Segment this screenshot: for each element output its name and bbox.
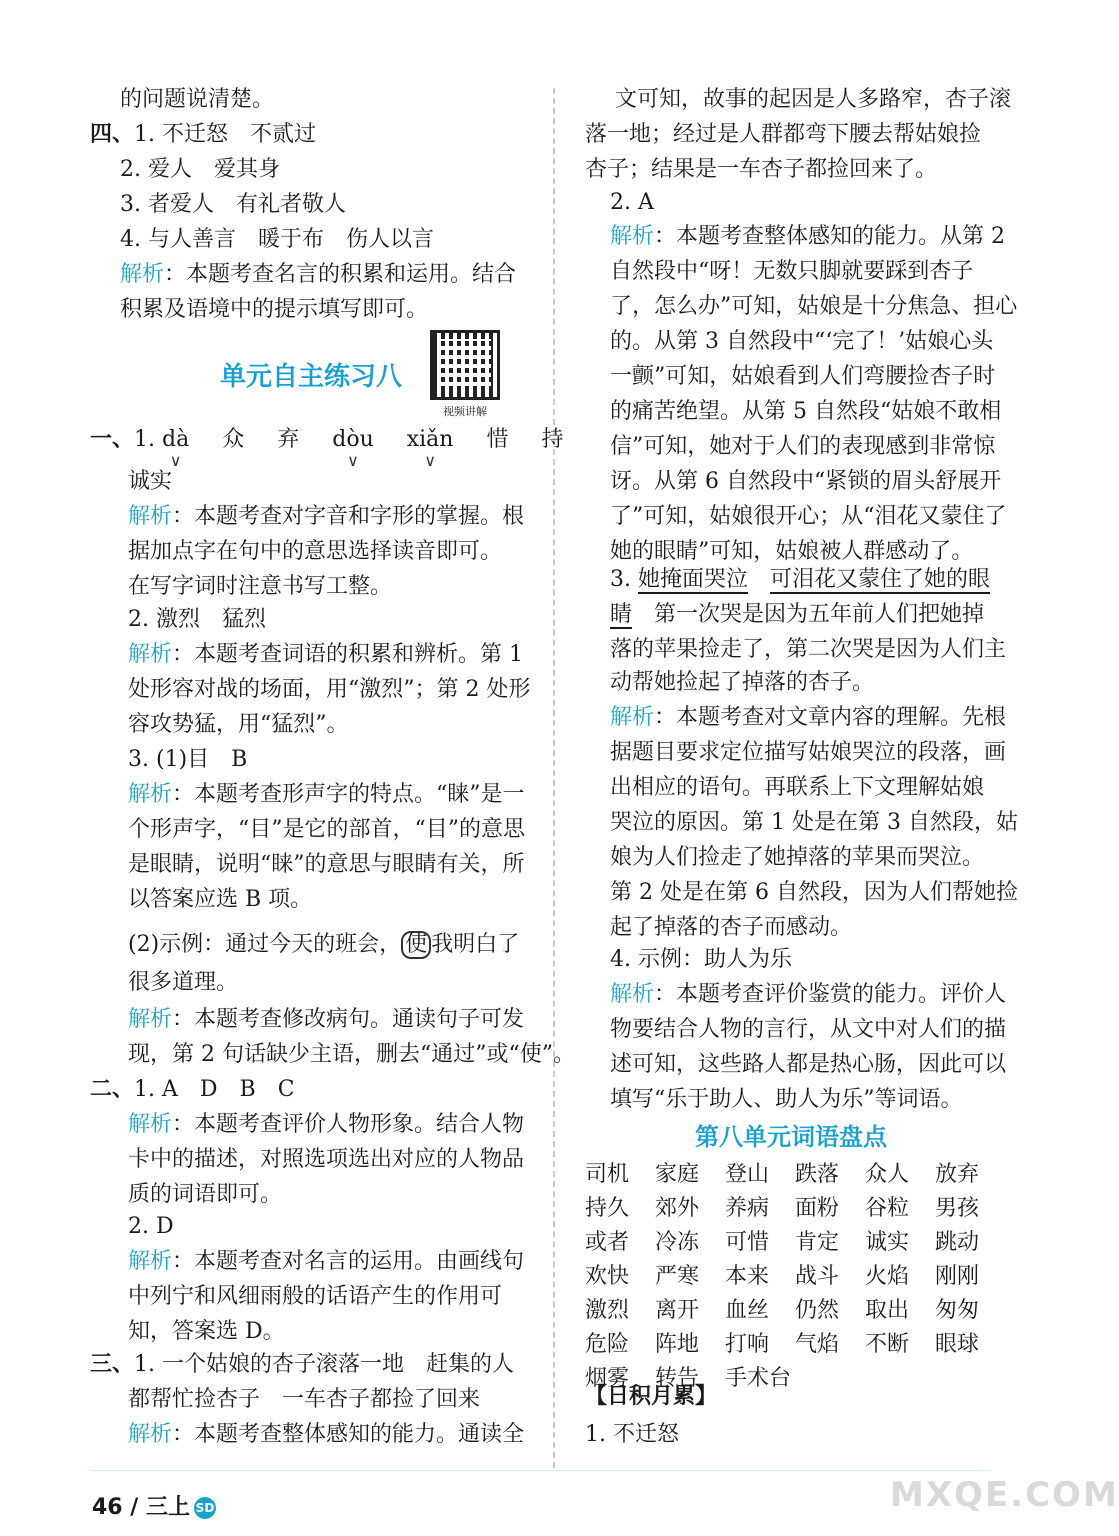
answer-line: 很多道理。 bbox=[128, 970, 239, 995]
answer-line: 1. 不迁怒 bbox=[585, 1422, 679, 1447]
text-line: 杏子；结果是一车杏子都捡回来了。 bbox=[585, 157, 938, 182]
pinyin-item: xiǎn ∨ bbox=[406, 427, 454, 470]
word-item: 转告 bbox=[655, 1366, 700, 1391]
qr-label: 视频讲解 bbox=[443, 405, 487, 418]
analysis-line: 处形容对战的场面，用“激烈”；第 2 处形 bbox=[128, 677, 531, 702]
analysis-line: 质的词语即可。 bbox=[128, 1182, 283, 1207]
analysis-line: 容攻势猛，用“猛烈”。 bbox=[128, 712, 349, 737]
answer-line: 3. (1)目 B bbox=[128, 747, 248, 772]
analysis-line: 了”可知，姑娘很开心；从“泪花又蒙住了 bbox=[610, 504, 1007, 529]
word-item: 诚实 bbox=[865, 1230, 910, 1255]
analysis-line: 解析：本题考查评价鉴赏的能力。评价人 bbox=[610, 982, 1007, 1007]
word-item: 或者 bbox=[585, 1230, 630, 1255]
analysis-line: 解析：本题考查名言的积累和运用。结合 bbox=[120, 262, 517, 287]
word-item: 火焰 bbox=[865, 1264, 910, 1289]
word-item: 谷粒 bbox=[865, 1196, 910, 1221]
qr-code-icon[interactable] bbox=[430, 330, 500, 400]
analysis-line: 解析：本题考查词语的积累和辨析。第 1 bbox=[128, 642, 524, 667]
analysis-line: 积累及语境中的提示填写即可。 bbox=[120, 297, 429, 322]
word-item: 欢快 bbox=[585, 1264, 630, 1289]
word-item: 不断 bbox=[865, 1332, 910, 1357]
word-item: 郊外 bbox=[655, 1196, 700, 1221]
analysis-line: 解析：本题考查对名言的运用。由画线句 bbox=[128, 1249, 525, 1274]
analysis-label: 解析 bbox=[120, 262, 165, 287]
analysis-line: 她的眼睛”可知，姑娘被人群感动了。 bbox=[610, 539, 974, 564]
pinyin-item: dà ∨ bbox=[162, 427, 190, 470]
unit-title: 单元自主练习八 bbox=[220, 362, 403, 392]
analysis-line: 讶。从第 6 自然段中“紧锁的眉头舒展开 bbox=[610, 469, 1002, 494]
word-item: 跌落 bbox=[795, 1162, 840, 1187]
analysis-line: 解析：本题考查整体感知的能力。通读全 bbox=[128, 1422, 525, 1447]
analysis-line: 解析：本题考查对文章内容的理解。先根 bbox=[610, 705, 1007, 730]
analysis-line: 填写“乐于助人、助人为乐”等词语。 bbox=[610, 1087, 963, 1112]
analysis-line: 解析：本题考查对字音和字形的掌握。根 bbox=[128, 504, 525, 529]
word-item: 刚刚 bbox=[935, 1264, 980, 1289]
word-item: 匆匆 bbox=[935, 1298, 980, 1323]
analysis-line: 解析：本题考查修改病句。通读句子可发 bbox=[128, 1007, 525, 1032]
analysis-line: 是眼睛，说明“睐”的意思与眼睛有关，所 bbox=[128, 852, 525, 877]
word-item: 本来 bbox=[725, 1264, 770, 1289]
analysis-line: 现，第 2 句话缺少主语，删去“通过”或“使”。 bbox=[128, 1042, 575, 1067]
analysis-line: 在写字词时注意书写工整。 bbox=[128, 574, 393, 599]
analysis-line: 解析：本题考查形声字的特点。“睐”是一 bbox=[128, 782, 525, 807]
answer-line: 2. 激烈 猛烈 bbox=[128, 607, 266, 632]
answer-line: 2. A bbox=[610, 190, 654, 215]
word-list bbox=[585, 1160, 1005, 1394]
word-item: 家庭 bbox=[655, 1162, 700, 1187]
analysis-line: 第 2 处是在第 6 自然段，因为人们帮她捡 bbox=[610, 880, 1018, 905]
analysis-line: 了，怎么办”可知，姑娘是十分焦急、担心 bbox=[610, 294, 1018, 319]
word-item: 众人 bbox=[865, 1162, 910, 1187]
pinyin-item: dòu ∨ bbox=[332, 427, 374, 470]
word-item: 严寒 bbox=[655, 1264, 700, 1289]
word-item: 冷冻 bbox=[655, 1230, 700, 1255]
word-item: 面粉 bbox=[795, 1196, 840, 1221]
word-item: 可惜 bbox=[725, 1230, 770, 1255]
analysis-line: 的。从第 3 自然段中“‘完了！’姑娘心头 bbox=[610, 329, 994, 354]
word-item: 离开 bbox=[655, 1298, 700, 1323]
answer-line: 3. 者爱人 有礼者敬人 bbox=[120, 192, 346, 217]
analysis-line: 中列宁和风细雨般的话语产生的作用可 bbox=[128, 1284, 503, 1309]
text-line: 落一地；经过是人群都弯下腰去帮姑娘捡 bbox=[585, 122, 982, 147]
answer-line: 2. 爱人 爱其身 bbox=[120, 157, 280, 182]
analysis-line: 自然段中“呀！无数只脚就要踩到杏子 bbox=[610, 259, 974, 284]
watermark: MXQE.COM bbox=[890, 1475, 1119, 1515]
analysis-line: 物要结合人物的言行，从文中对人们的描 bbox=[610, 1017, 1007, 1042]
word-item: 阵地 bbox=[655, 1332, 700, 1357]
answer-line: 2. D bbox=[128, 1214, 174, 1239]
word-item: 烟雾 bbox=[585, 1366, 630, 1391]
word-item: 司机 bbox=[585, 1162, 630, 1187]
answer-line: (2)示例：通过今天的班会， 使 我明白了 bbox=[128, 932, 520, 957]
word-item: 肯定 bbox=[795, 1230, 840, 1255]
answer-line: 落的苹果捡走了，第二次哭是因为人们主 bbox=[610, 637, 1007, 662]
analysis-line: 哭泣的原因。第 1 处是在第 3 自然段，姑 bbox=[610, 810, 1018, 835]
word-item: 登山 bbox=[725, 1162, 770, 1187]
word-item: 男孩 bbox=[935, 1196, 980, 1221]
answer-line: 4. 与人善言 暖于布 伤人以言 bbox=[120, 227, 434, 252]
publisher-badge-icon: SD bbox=[194, 1497, 216, 1519]
analysis-line: 的痛苦绝望。从第 5 自然段“姑娘不敢相 bbox=[610, 399, 1002, 424]
analysis-line: 知，答案选 D。 bbox=[128, 1319, 285, 1344]
section-heading: 【日积月累】 bbox=[585, 1384, 718, 1409]
pinyin-answer-line: 一、1. dà ∨ 众 弃 dòu ∨ xiǎn ∨ 惜 持 bbox=[90, 427, 564, 470]
word-item: 跳动 bbox=[935, 1230, 980, 1255]
answer-line: 诚实 bbox=[128, 469, 173, 494]
analysis-line: 起了掉落的杏子而感动。 bbox=[610, 915, 853, 940]
column-divider bbox=[553, 88, 555, 1468]
page-number: 46 / 三上 SD bbox=[92, 1495, 215, 1520]
analysis-line: 娘为人们捡走了她掉落的苹果而哭泣。 bbox=[610, 845, 985, 870]
analysis-line: 据加点字在句中的意思选择读音即可。 bbox=[128, 539, 503, 564]
section-line: 二、1. A D B C bbox=[90, 1077, 295, 1102]
analysis-line: 述可知，这些路人都是热心肠，因此可以 bbox=[610, 1052, 1007, 1077]
analysis-line: 卡中的描述，对照选项选出对应的人物品 bbox=[128, 1147, 525, 1172]
analysis-line: 信”可知，她对于人们的表现感到非常惊 bbox=[610, 434, 996, 459]
words-title: 第八单元词语盘点 bbox=[695, 1123, 887, 1151]
answer-line: 动帮她捡起了掉落的杏子。 bbox=[610, 670, 875, 695]
word-item: 放弃 bbox=[935, 1162, 980, 1187]
word-item: 激烈 bbox=[585, 1298, 630, 1323]
analysis-line: 据题目要求定位描写姑娘哭泣的段落，画 bbox=[610, 740, 1007, 765]
analysis-line: 个形声字，“目”是它的部首，“目”的意思 bbox=[128, 817, 525, 842]
analysis-line: 以答案应选 B 项。 bbox=[128, 887, 313, 912]
word-item: 战斗 bbox=[795, 1264, 840, 1289]
word-item: 血丝 bbox=[725, 1298, 770, 1323]
answer-line: 睛 第一次哭是因为五年前人们把她掉 bbox=[610, 602, 985, 627]
answer-line: 都帮忙捡杏子 一车杏子都捡了回来 bbox=[128, 1387, 481, 1412]
word-item: 眼球 bbox=[935, 1332, 980, 1357]
analysis-line: 一颤”可知，姑娘看到人们弯腰捡杏子时 bbox=[610, 364, 996, 389]
text-line: 文可知，故事的起因是人多路窄，杏子滚 bbox=[615, 87, 1012, 112]
word-item: 养病 bbox=[725, 1196, 770, 1221]
footer-divider bbox=[90, 1470, 990, 1471]
word-item: 气焰 bbox=[795, 1332, 840, 1357]
analysis-line: 出相应的语句。再联系上下文理解姑娘 bbox=[610, 775, 985, 800]
word-item: 持久 bbox=[585, 1196, 630, 1221]
word-item: 打响 bbox=[725, 1332, 770, 1357]
answer-line: 3. 她掩面哭泣 可泪花又蒙住了她的眼 bbox=[610, 567, 991, 592]
analysis-line: 解析：本题考查评价人物形象。结合人物 bbox=[128, 1112, 525, 1137]
answer-line: 4. 示例：助人为乐 bbox=[610, 947, 792, 972]
section-number: 四、1. 不迁怒 不贰过 bbox=[90, 122, 316, 147]
word-item: 仍然 bbox=[795, 1298, 840, 1323]
word-item: 危险 bbox=[585, 1332, 630, 1357]
word-item: 取出 bbox=[865, 1298, 910, 1323]
section-line: 三、1. 一个姑娘的杏子滚落一地 赶集的人 bbox=[90, 1352, 515, 1377]
word-item: 手术台 bbox=[725, 1366, 792, 1391]
analysis-line: 解析：本题考查整体感知的能力。从第 2 bbox=[610, 224, 1006, 249]
correction-mark: 使 bbox=[401, 931, 431, 959]
text-line: 的问题说清楚。 bbox=[120, 87, 275, 112]
